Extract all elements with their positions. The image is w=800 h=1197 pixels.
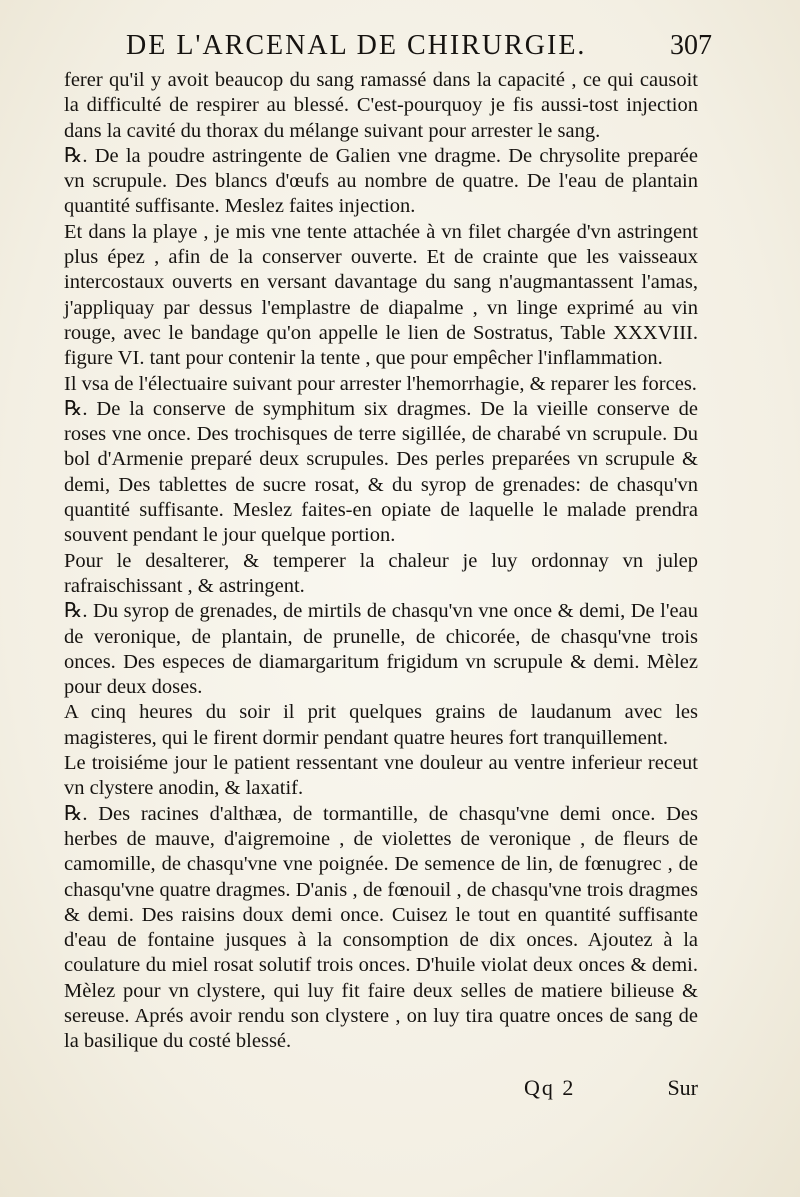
paragraph-blood-injection: ferer qu'il y avoit beaucop du sang ramassé dans la capacité , ce qui causoit la difficulté de respirer au blessé. C'est-pourquoy je fis aussi-tost injection dans la cavité du thorax du mélange suivant pour arrester le sang. bbox=[64, 69, 698, 142]
page-number: 307 bbox=[670, 30, 712, 61]
paragraph-laudanum: A cinq heures du soir il prit quelques grains de laudanum avec les magisteres, qui le firent dormir pendant quatre heures fort tranquillement. bbox=[64, 701, 698, 749]
paragraph-julep: Pour le desalterer, & temperer la chaleur je luy ordonnay vn julep rafraischissant , & astringent. bbox=[64, 549, 698, 597]
paragraph-electuary: Il vsa de l'électuaire suivant pour arrester l'hemorrhagie, & reparer les forces. bbox=[64, 372, 697, 395]
signature-mark: Qq 2 bbox=[524, 1075, 576, 1100]
recipe-julep: ℞. Du syrop de grenades, de mirtils de chasqu'vn vne once & demi, De l'eau de veronique, de plantain, de prunelle, de chicorée, de chasqu'vne trois onces. Des especes de diamargaritum frigidum vn scrupule & demi. Mèlez pour deux doses. bbox=[64, 600, 698, 699]
page-footer bbox=[64, 1075, 698, 1105]
running-head bbox=[126, 30, 712, 70]
paragraph-third-day: Le troisiéme jour le patient ressentant vne douleur au ventre inferieur receut vn clystere anodin, & laxatif. bbox=[64, 752, 698, 800]
paragraph-wound-dressing: Et dans la playe , je mis vne tente attachée à vn filet chargée d'vn astringent plus épez , afin de la conserver ouverte. Et de crainte que les vaisseaux intercostaux ouverts en versant davantage du sang n'augmantassent l'amas, j'appliquay par dessus l'emplastre de diapalme , vn linge exprimé au vin rouge, avec le bandage qu'on appelle le lien de Sostratus, Table XXXVIII. figure VI. tant pour contenir la tente , que pour empêcher l'inflammation. bbox=[64, 220, 698, 370]
recipe-clyster: ℞. Des racines d'althæa, de tormantille, de chasqu'vne demi once. Des herbes de mauve, d'aigremoine , de violettes de veronique , de fleurs de camomille, de chasqu'vne vne poignée. De semence de lin, de fœnugrec , de chasqu'vne quatre dragmes. D'anis , de fœnouil , de chasqu'vne trois dragmes & demi. Des raisins doux demi once. Cuisez le tout en quantité suffisante d'eau de fontaine jusques à la consomption de dix onces. Ajoutez à la coulature du miel rosat solutif trois onces. D'huile violat deux onces & demi. Mèlez pour vn clystere, qui luy fit faire deux selles de matiere bilieuse & sereuse. Aprés avoir rendu son clystere , on luy tira quatre onces de sang de la basilique du costé blessé. bbox=[64, 802, 698, 1053]
recipe-astringent-injection: ℞. De la poudre astringente de Galien vne dragme. De chrysolite preparée vn scrupule. Des blancs d'œufs au nombre de quatre. De l'eau de plantain quantité suffisante. Meslez faites injection. bbox=[64, 144, 698, 218]
body-text bbox=[64, 68, 698, 1055]
recipe-opiate: ℞. De la conserve de symphitum six dragmes. De la vieille conserve de roses vne once. Des trochisques de terre sigillée, de charabé vn scrupule. Du bol d'Armenie preparé deux scrupules. Des perles preparées vn scrupule & demi, Des tablettes de sucre rosat, & du syrop de grenades: de chasqu'vn quantité suffisante. Meslez faites-en opiate de laquelle le malade prendra souvent pendant le jour quelque portion. bbox=[64, 397, 698, 547]
catchword: Sur bbox=[667, 1075, 698, 1100]
running-title: DE L'ARCENAL DE CHIRURGIE. bbox=[126, 30, 587, 61]
